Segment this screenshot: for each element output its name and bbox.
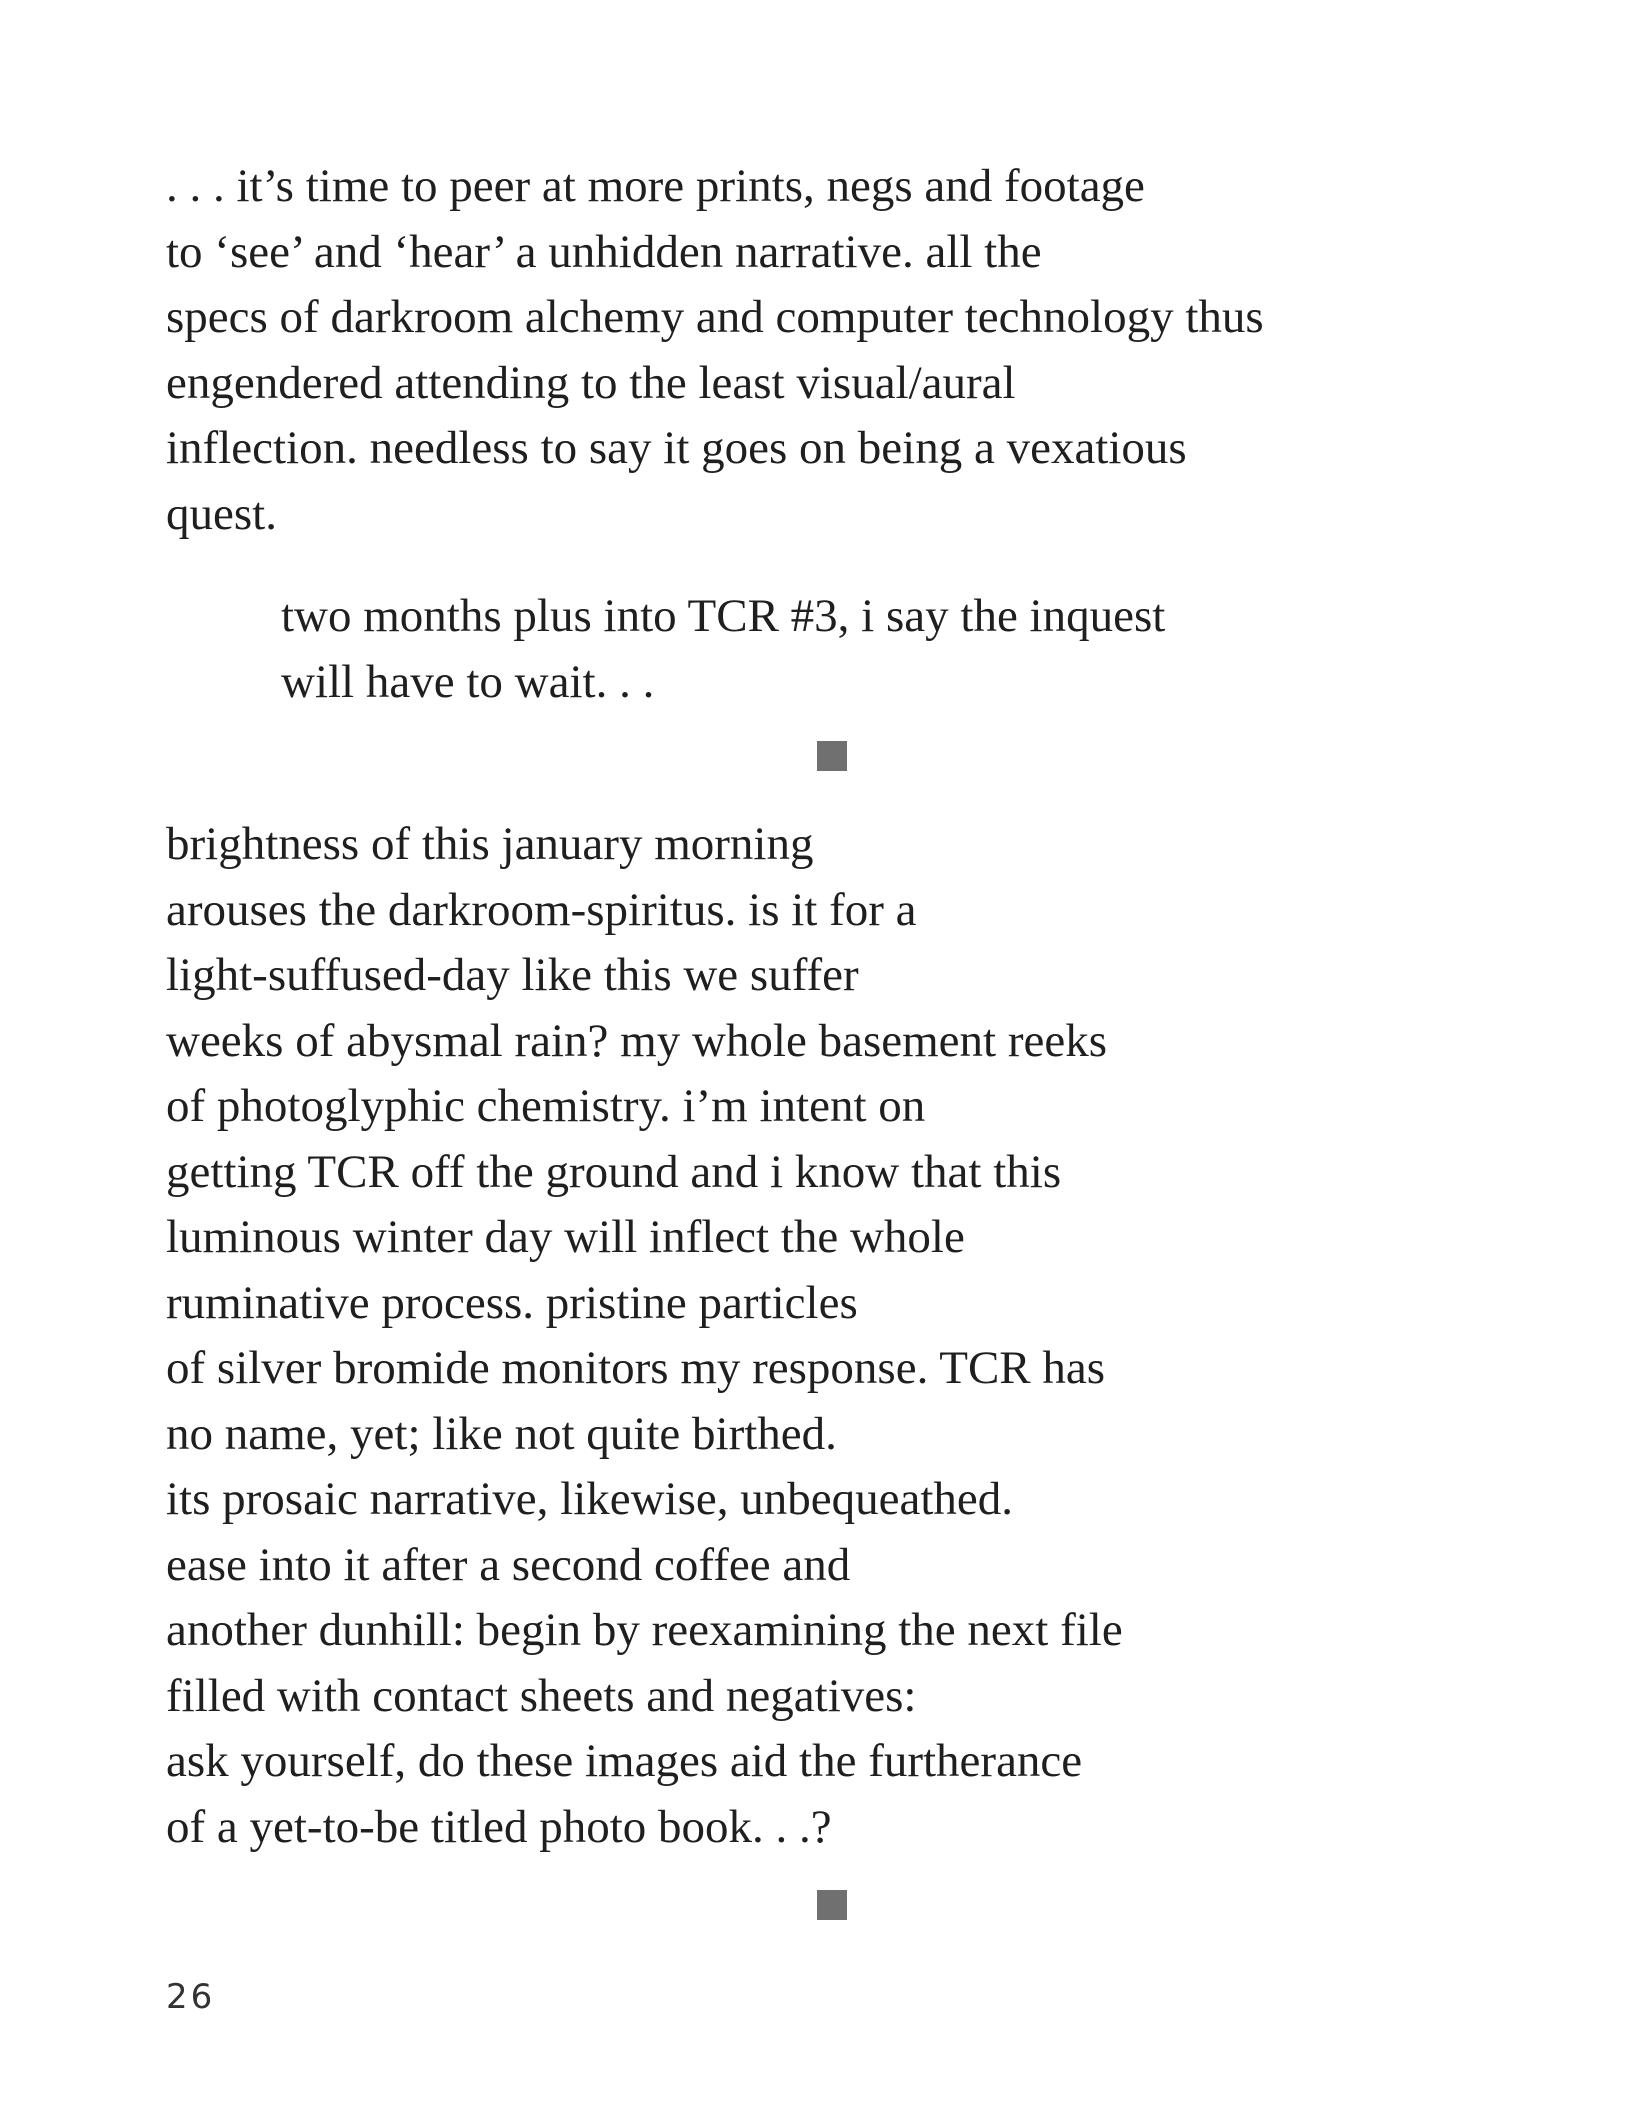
text-line: engendered attending to the least visual/aural [166,356,1016,409]
text-line: to ‘see’ and ‘hear’ a unhidden narrative. all the [166,225,1042,278]
paragraph-1 [166,154,1264,547]
section-break-square-icon [817,741,847,771]
indented-paragraph [281,584,1165,715]
text-line: arouses the darkroom-spiritus. is it for a [166,883,917,936]
text-line: ease into it after a second coffee and [166,1538,851,1591]
page-number: 26 [166,1977,216,2017]
text-line: of a yet-to-be titled photo book. . .? [166,1800,832,1853]
text-line: no name, yet; like not quite birthed. [166,1407,837,1460]
text-line: specs of darkroom alchemy and computer technology thus [166,291,1264,343]
text-line: brightness of this january morning [166,818,814,870]
text-line: weeks of abysmal rain? my whole basement reeks [166,1014,1107,1067]
text-line: light-suffused-day like this we suffer [166,949,859,1001]
text-line: ask yourself, do these images aid the furtherance [166,1735,1083,1787]
paragraph-2 [166,812,1123,1860]
text-line: . . . it’s time to peer at more prints, negs and footage [166,160,1145,212]
text-line: filled with contact sheets and negatives: [166,1669,917,1722]
text-line: getting TCR off the ground and i know that this [166,1145,1062,1198]
text-line: quest. [166,487,277,540]
end-mark-square-icon [817,1890,847,1920]
text-line: of photoglyphic chemistry. i’m intent on [166,1080,926,1132]
text-line: ruminative process. pristine particles [166,1276,858,1329]
text-line: will have to wait. . . [281,655,655,708]
text-line: two months plus into TCR #3, i say the inquest [281,590,1166,642]
text-line: of silver bromide monitors my response. TCR has [166,1342,1106,1394]
text-line: its prosaic narrative, likewise, unbequeathed. [166,1473,1014,1525]
text-line: another dunhill: begin by reexamining the next file [166,1604,1123,1656]
text-line: luminous winter day will inflect the whole [166,1211,965,1263]
text-line: inflection. needless to say it goes on being a vexatious [166,422,1187,474]
